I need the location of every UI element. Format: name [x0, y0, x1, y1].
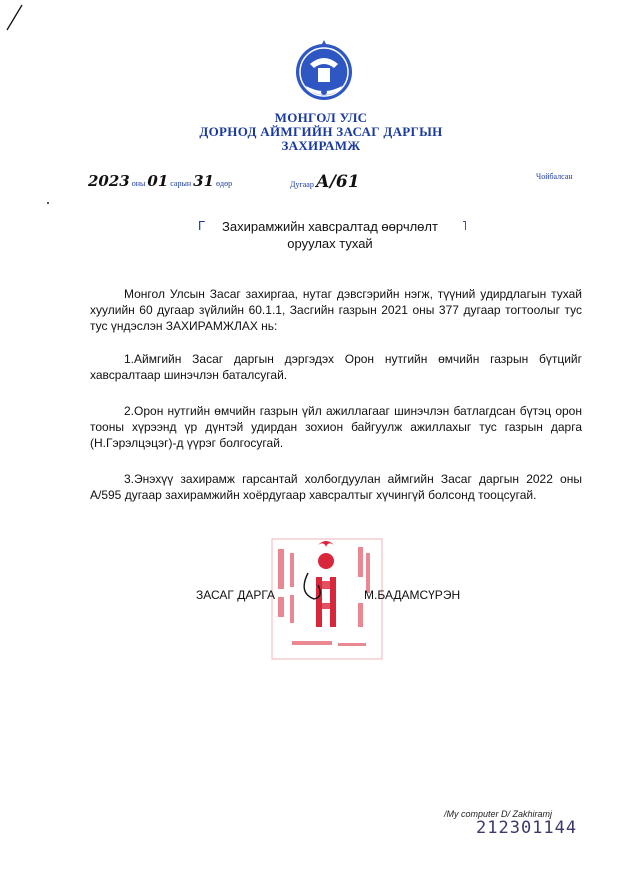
date-day-label: өдөр: [216, 179, 233, 188]
date-month-label: сарын: [170, 179, 192, 188]
speck: [47, 202, 49, 204]
file-path-note: /My computer D/ Zakhiramj: [444, 809, 553, 819]
number-label: Дугаар: [290, 180, 314, 189]
signature-title: ЗАСАГ ДАРГА: [196, 588, 276, 602]
number-field: [290, 172, 360, 190]
body-paragraph-preamble: Монгол Улсын Засаг захиргаа, нутаг дэвсгэрийн нэгж, түүний удирдлагын тухай хуулийн 60 дугаар зүйлийн 60.1.1, Засгийн газрын 2021 оны 377 дугаар тогтоолыг тус тус үндэслэн ЗАХИРАМЖЛАХ нь:: [90, 287, 582, 333]
subject-title: [180, 218, 480, 252]
body-paragraph-item-3: 3.Энэхүү захирамж гарсантай холбогдуулан аймгийн Засаг даргын 2022 оны А/595 дугаар захирамжийн хоёрдугаар хавсралтыг хүчингүй болсонд тооцсугай.: [90, 472, 582, 502]
date-year-label: оны: [131, 179, 146, 188]
signature-name: М.БАДАМСҮРЭН: [364, 588, 461, 602]
header-document-type: ЗАХИРАМЖ: [281, 138, 361, 153]
body-paragraph-item-1: 1.Аймгийн Засаг даргын дэргэдэх Орон нутгийн өмчийн газрын бүтцийг хавсралтаар шинэчлэн баталсугай.: [90, 352, 582, 382]
pen-stroke-mark: [4, 4, 26, 32]
header-organization: ДОРНОД АЙМГИЙН ЗАСАГ ДАРГЫН: [199, 124, 443, 139]
place-label: Чойбалсан: [536, 172, 573, 181]
state-emblem-icon: [292, 34, 356, 106]
date-month-handwritten: 01: [147, 172, 169, 190]
body-paragraph-item-2: 2.Орон нутгийн өмчийн газрын үйл ажиллагааг шинэчлэн батлагдсан бүтэц орон тооны хүрээнд үр дүнтэй удирдан зохион байгуулж ажиллахыг тус газрын дарга (Н.Гэрэлцэцэг)-д үүрэг болгосугай.: [90, 404, 582, 450]
subject-bracket-right: ˥: [462, 218, 467, 233]
date-day-handwritten: 31: [193, 172, 215, 190]
subject-line-1: Захирамжийн хавсралтад өөрчлөлт: [222, 219, 438, 234]
header-country: МОНГОЛ УЛС: [274, 110, 368, 125]
subject-line-2: оруулах тухай: [287, 236, 373, 251]
number-handwritten: А/61: [315, 172, 360, 192]
date-field: [88, 172, 232, 190]
document-serial-number: 212301144: [476, 818, 578, 838]
subject-bracket-left: Г: [198, 218, 206, 233]
date-year-handwritten: 2023: [88, 172, 130, 190]
